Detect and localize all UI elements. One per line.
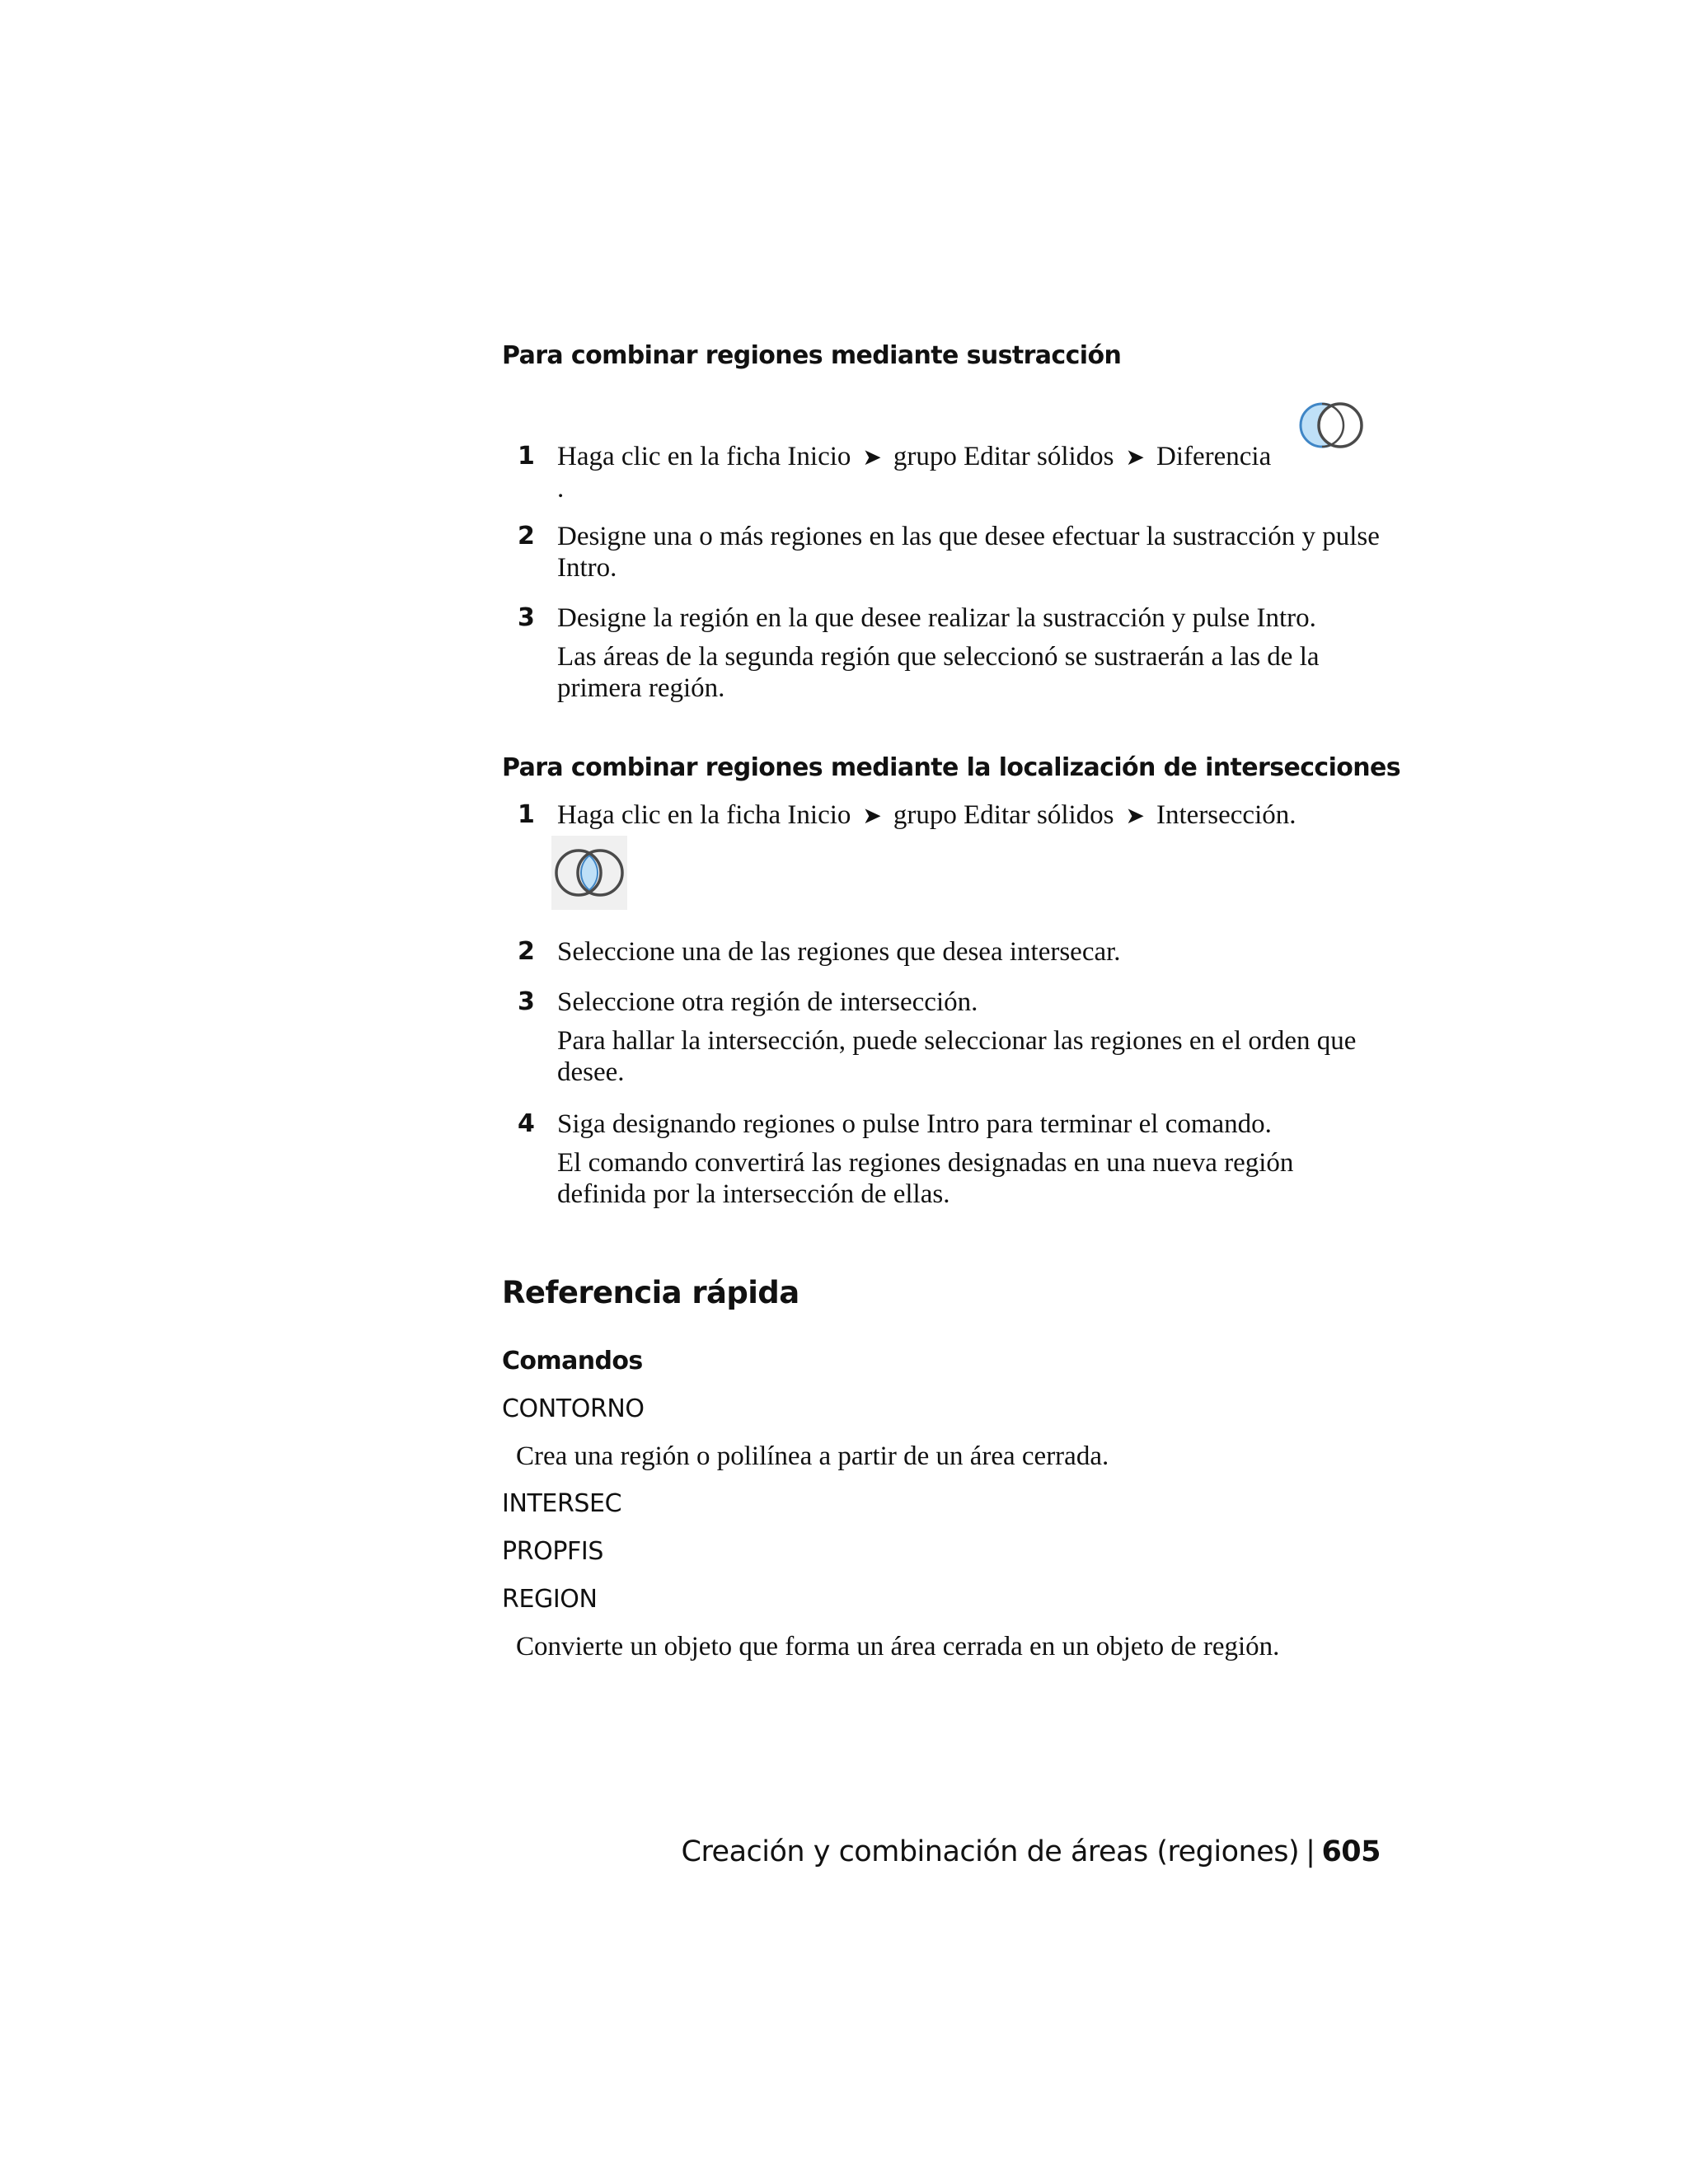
arrow-right-icon: ➤ (862, 802, 882, 829)
command-name: INTERSEC (502, 1489, 622, 1518)
path-segment: Haga clic en la ficha Inicio (557, 800, 851, 830)
intersect-regions-icon (551, 836, 627, 910)
footer-separator: | (1306, 1835, 1315, 1868)
step-text (557, 441, 1383, 504)
path-segment: Intersección. (1156, 800, 1296, 830)
command-name: PROPFIS (502, 1537, 603, 1566)
page-number: 605 (1321, 1835, 1381, 1868)
step-number: 4 (518, 1109, 535, 1138)
path-segment: grupo Editar sólidos (893, 442, 1114, 471)
command-description: Crea una región o polilínea a partir de un área cerrada. (516, 1441, 1109, 1471)
page-footer (682, 1835, 1381, 1869)
step-trailing: . (557, 474, 565, 504)
path-segment: Diferencia (1156, 442, 1272, 471)
command-name: REGION (502, 1585, 598, 1614)
step-text: Siga designando regiones o pulse Intro para terminar el comando. (557, 1109, 1272, 1139)
command-description: Convierte un objeto que forma un área cerrada en un objeto de región. (516, 1632, 1280, 1661)
section-intersect-heading: Para combinar regiones mediante la localización de intersecciones (502, 753, 1401, 782)
step-text: Seleccione una de las regiones que desea intersecar. (557, 937, 1121, 967)
step-note: Para hallar la intersección, puede seleccionar las regiones en el orden que desee. (557, 1026, 1357, 1087)
step-number: 2 (518, 937, 535, 966)
command-name: CONTORNO (502, 1394, 645, 1423)
step-note: Las áreas de la segunda región que seleccionó se sustraerán a las de la primera región. (557, 642, 1320, 703)
step-number: 1 (518, 442, 535, 471)
arrow-right-icon: ➤ (862, 443, 882, 471)
path-segment: Haga clic en la ficha Inicio (557, 442, 851, 471)
commands-heading: Comandos (502, 1347, 643, 1376)
step-text (557, 799, 1383, 832)
step-text: Seleccione otra región de intersección. (557, 987, 978, 1017)
subtract-regions-icon (1292, 396, 1372, 455)
step-number: 3 (518, 603, 535, 632)
step-number: 1 (518, 800, 535, 829)
quick-reference-heading: Referencia rápida (502, 1275, 799, 1310)
step-number: 2 (518, 522, 535, 551)
step-text: Designe una o más regiones en las que desee efectuar la sustracción y pulse Intro. (557, 522, 1380, 583)
arrow-right-icon: ➤ (1125, 443, 1145, 471)
step-note: El comando convertirá las regiones designadas en una nueva región definida por la intersección de ellas. (557, 1148, 1294, 1209)
arrow-right-icon: ➤ (1125, 802, 1145, 829)
step-number: 3 (518, 987, 535, 1016)
path-segment: grupo Editar sólidos (893, 800, 1114, 830)
footer-chapter-title: Creación y combinación de áreas (regiones) (681, 1835, 1300, 1868)
section-subtract-heading: Para combinar regiones mediante sustracción (502, 341, 1122, 370)
step-text: Designe la región en la que desee realizar la sustracción y pulse Intro. (557, 603, 1316, 633)
